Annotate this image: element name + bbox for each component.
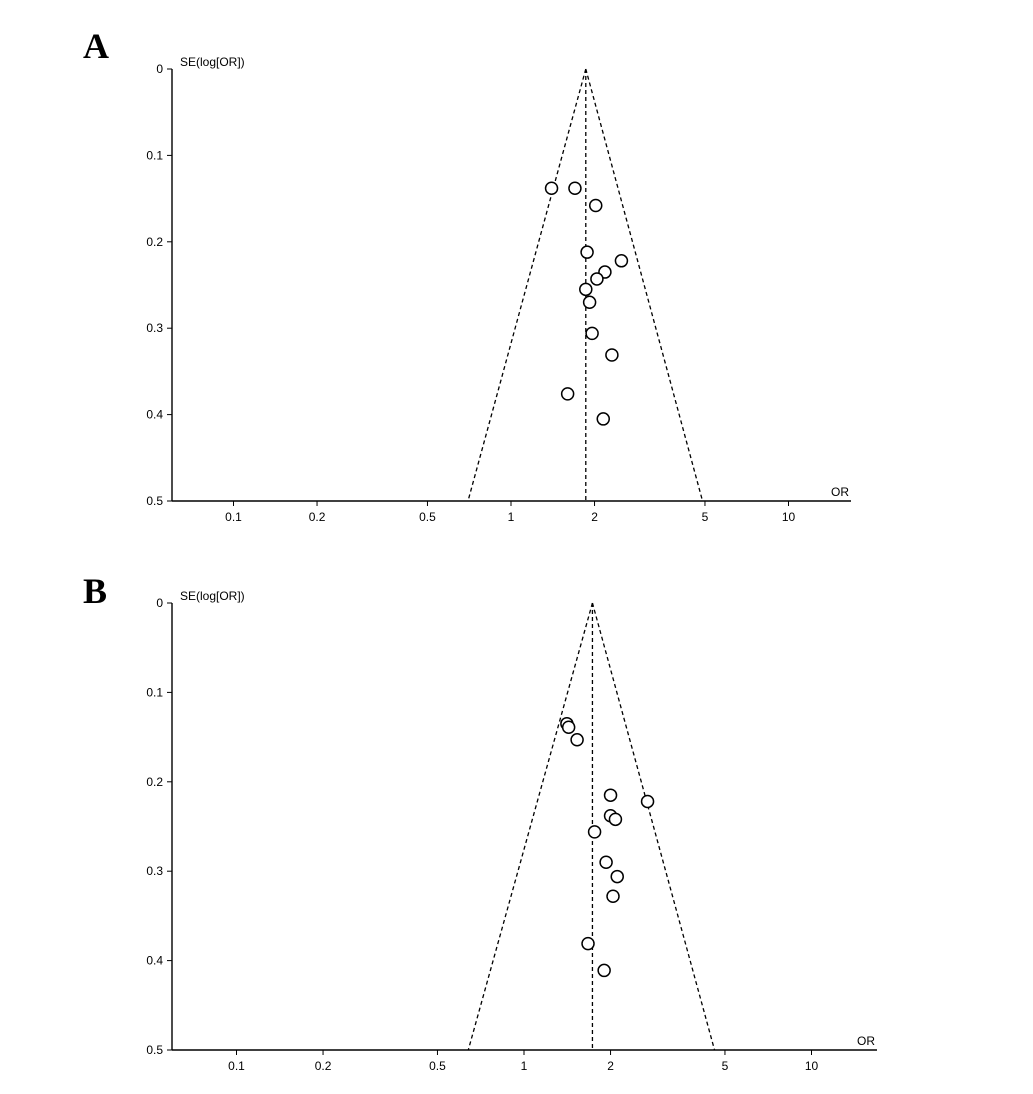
study-point (589, 826, 601, 838)
x-tick-label: 0.2 (308, 510, 326, 524)
x-tick-label: 0.5 (429, 1059, 446, 1073)
funnel-plot-b (0, 545, 1033, 1094)
study-point (598, 964, 610, 976)
study-point (611, 871, 623, 883)
x-tick-label: 10 (781, 510, 796, 524)
y-axis-title: SE(log[OR]) (180, 589, 245, 603)
x-tick-label: 5 (701, 510, 709, 524)
x-tick-label: 0.1 (228, 1059, 245, 1073)
y-tick-label: 0.4 (146, 407, 163, 422)
study-point (605, 789, 617, 801)
funnel-right-limit (586, 69, 703, 501)
panel-label: A (83, 26, 109, 66)
x-axis-title: OR (831, 485, 849, 499)
x-tick-label: 0.1 (225, 510, 242, 524)
x-tick-label: 10 (804, 1059, 819, 1073)
study-point (615, 255, 627, 267)
study-point (584, 296, 596, 308)
y-axis-title: SE(log[OR]) (180, 55, 245, 69)
study-point (563, 721, 575, 733)
funnel-left-limit (468, 69, 586, 501)
study-point (642, 795, 654, 807)
study-point (562, 388, 574, 400)
y-tick-label: 0.5 (146, 494, 163, 508)
y-tick-label: 0 (156, 596, 163, 610)
x-tick-label: 2 (591, 510, 598, 524)
study-point (597, 413, 609, 425)
study-point (607, 890, 619, 902)
funnel-plot-a (0, 0, 1033, 545)
x-tick-label: 0.2 (314, 1059, 332, 1073)
study-point (569, 182, 581, 194)
study-point (591, 273, 603, 285)
y-tick-label: 0.2 (146, 774, 163, 789)
y-tick-label: 0.5 (146, 1043, 163, 1057)
y-tick-label: 0.1 (146, 685, 163, 700)
study-point (606, 349, 618, 361)
study-point (580, 283, 592, 295)
y-tick-label: 0.2 (146, 234, 163, 249)
study-point (586, 327, 598, 339)
funnel-left-limit (468, 603, 592, 1050)
y-tick-label: 0.3 (146, 321, 163, 336)
x-tick-label: 5 (721, 1059, 729, 1073)
funnel-right-limit (592, 603, 714, 1050)
study-point (600, 856, 612, 868)
x-tick-label: 0.5 (419, 510, 436, 524)
x-tick-label: 1 (507, 510, 515, 524)
study-point (546, 182, 558, 194)
study-point (609, 813, 621, 825)
panel-label: B (83, 571, 108, 611)
y-tick-label: 0.3 (146, 864, 163, 879)
x-axis-title: OR (857, 1034, 875, 1048)
study-point (571, 734, 583, 746)
y-tick-label: 0 (156, 62, 163, 76)
y-tick-label: 0.1 (146, 148, 163, 163)
study-point (590, 200, 602, 212)
x-tick-label: 1 (520, 1059, 528, 1073)
study-point (581, 246, 593, 258)
y-tick-label: 0.4 (146, 953, 163, 968)
study-point (582, 938, 594, 950)
x-tick-label: 2 (607, 1059, 614, 1073)
